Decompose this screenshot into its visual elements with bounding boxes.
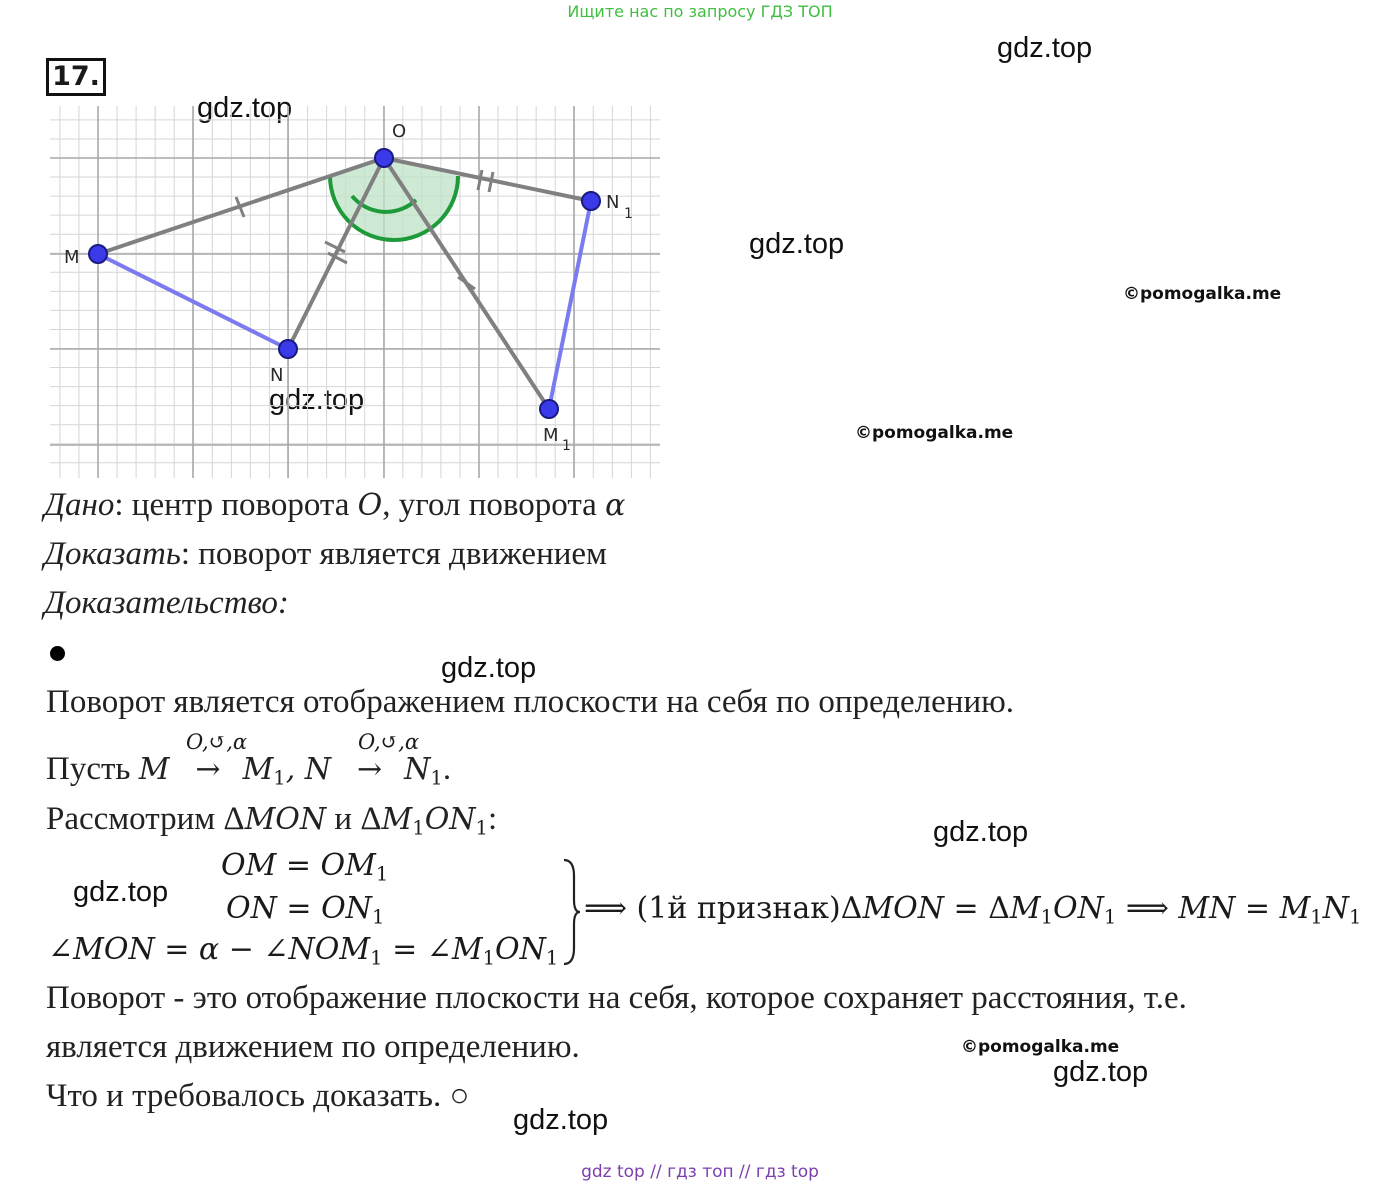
consider-and: и Δ — [326, 801, 382, 837]
label-N1: N — [606, 192, 620, 213]
let-word: Пусть — [46, 751, 139, 787]
let-dot: . — [442, 751, 452, 787]
problem-number: 17. — [46, 58, 106, 96]
paragraph-4: Что и требовалось доказать. ○ — [46, 1078, 470, 1114]
watermark-gdz: gdz.top — [513, 1104, 609, 1136]
equality-angles: ∠MON = $\alpha - \angle NOM_1$ = $\angle M_1ON_1$ — [48, 932, 559, 970]
grid — [50, 106, 660, 478]
label-M1: M — [543, 425, 559, 446]
consider-colon: : — [487, 801, 498, 837]
arrow-2: → — [357, 752, 383, 787]
triangle-MON: MON — [244, 802, 327, 837]
triangle-M1ON1: $M_1ON_1$ — [381, 802, 488, 840]
label-M: M — [64, 247, 80, 268]
let-N1: $N_1$ — [404, 752, 443, 790]
watermark-pomogalka: ©pomogalka.me — [961, 1037, 1120, 1057]
operator-label-2: O,↺,α — [358, 730, 420, 754]
consider-word: Рассмотрим Δ — [46, 801, 245, 837]
given-line — [44, 487, 625, 524]
label-O: O — [392, 121, 407, 142]
watermark-pomogalka: ©pomogalka.me — [855, 423, 1014, 443]
watermark-gdz: gdz.top — [441, 652, 537, 684]
equality-OM: OM = $OM_1$ — [221, 848, 389, 886]
given-label: Дано — [44, 487, 115, 523]
point-O — [375, 149, 393, 167]
footer-links: gdz top // гдз топ // гдз top — [581, 1162, 819, 1182]
prove-body: : поворот является движением — [180, 536, 607, 572]
paragraph-2: Поворот - это отображение плоскости на себя, которое сохраняет расстояния, т.е. — [46, 980, 1187, 1016]
let-M1: $M_1$ — [242, 752, 286, 790]
top-banner: Ищите нас по запросу ГДЗ ТОП — [567, 2, 833, 21]
equality-ON: ON = $ON_1$ — [226, 891, 385, 929]
let-N: N — [304, 752, 332, 787]
let-comma: , — [285, 752, 305, 787]
point-N1 — [582, 192, 600, 210]
watermark-gdz: gdz.top — [269, 384, 365, 416]
given-alpha: α — [605, 488, 626, 523]
paragraph-3: является движением по определению. — [46, 1029, 580, 1065]
watermark-gdz: gdz.top — [73, 876, 169, 908]
point-M1 — [540, 400, 558, 418]
conclusion-line: ⟹ (1й признак)ΔMON = $\Delta M_1ON_1$ ⟹ MN = $M_1N_1$ — [584, 891, 1362, 929]
given-O: O — [357, 488, 383, 523]
label-M1-sub: 1 — [562, 438, 571, 454]
bullet — [50, 646, 65, 661]
label-N1-sub: 1 — [624, 206, 633, 222]
paragraph-1: Поворот является отображением плоскости на себя по определению. — [46, 684, 1015, 720]
prove-line — [44, 536, 607, 573]
watermark-gdz: gdz.top — [933, 816, 1029, 848]
curly-brace — [560, 856, 582, 968]
conclusion-arrow: ⟹ (1й признак)Δ — [584, 891, 863, 926]
watermark-gdz: gdz.top — [1053, 1056, 1149, 1088]
watermark-gdz: gdz.top — [749, 228, 845, 260]
point-M — [89, 245, 107, 263]
watermark-gdz: gdz.top — [197, 92, 293, 124]
watermark-gdz: gdz.top — [997, 32, 1093, 64]
tick-mark — [458, 277, 475, 289]
prove-label: Доказать — [44, 536, 181, 572]
arrow-1: → — [195, 752, 221, 787]
given-body: : центр поворота — [114, 487, 358, 523]
let-line — [46, 751, 451, 789]
given-mid: , угол поворота — [382, 487, 606, 523]
operator-label-1: O,↺,α — [186, 730, 248, 754]
label-N: N — [270, 365, 284, 386]
tick-mark — [489, 172, 493, 192]
let-M: M — [138, 752, 170, 787]
rotation-figure — [0, 0, 1400, 500]
watermark-pomogalka: ©pomogalka.me — [1123, 284, 1282, 304]
consider-line — [46, 801, 497, 839]
proof-label: Доказательство: — [44, 585, 289, 621]
point-N — [279, 340, 297, 358]
